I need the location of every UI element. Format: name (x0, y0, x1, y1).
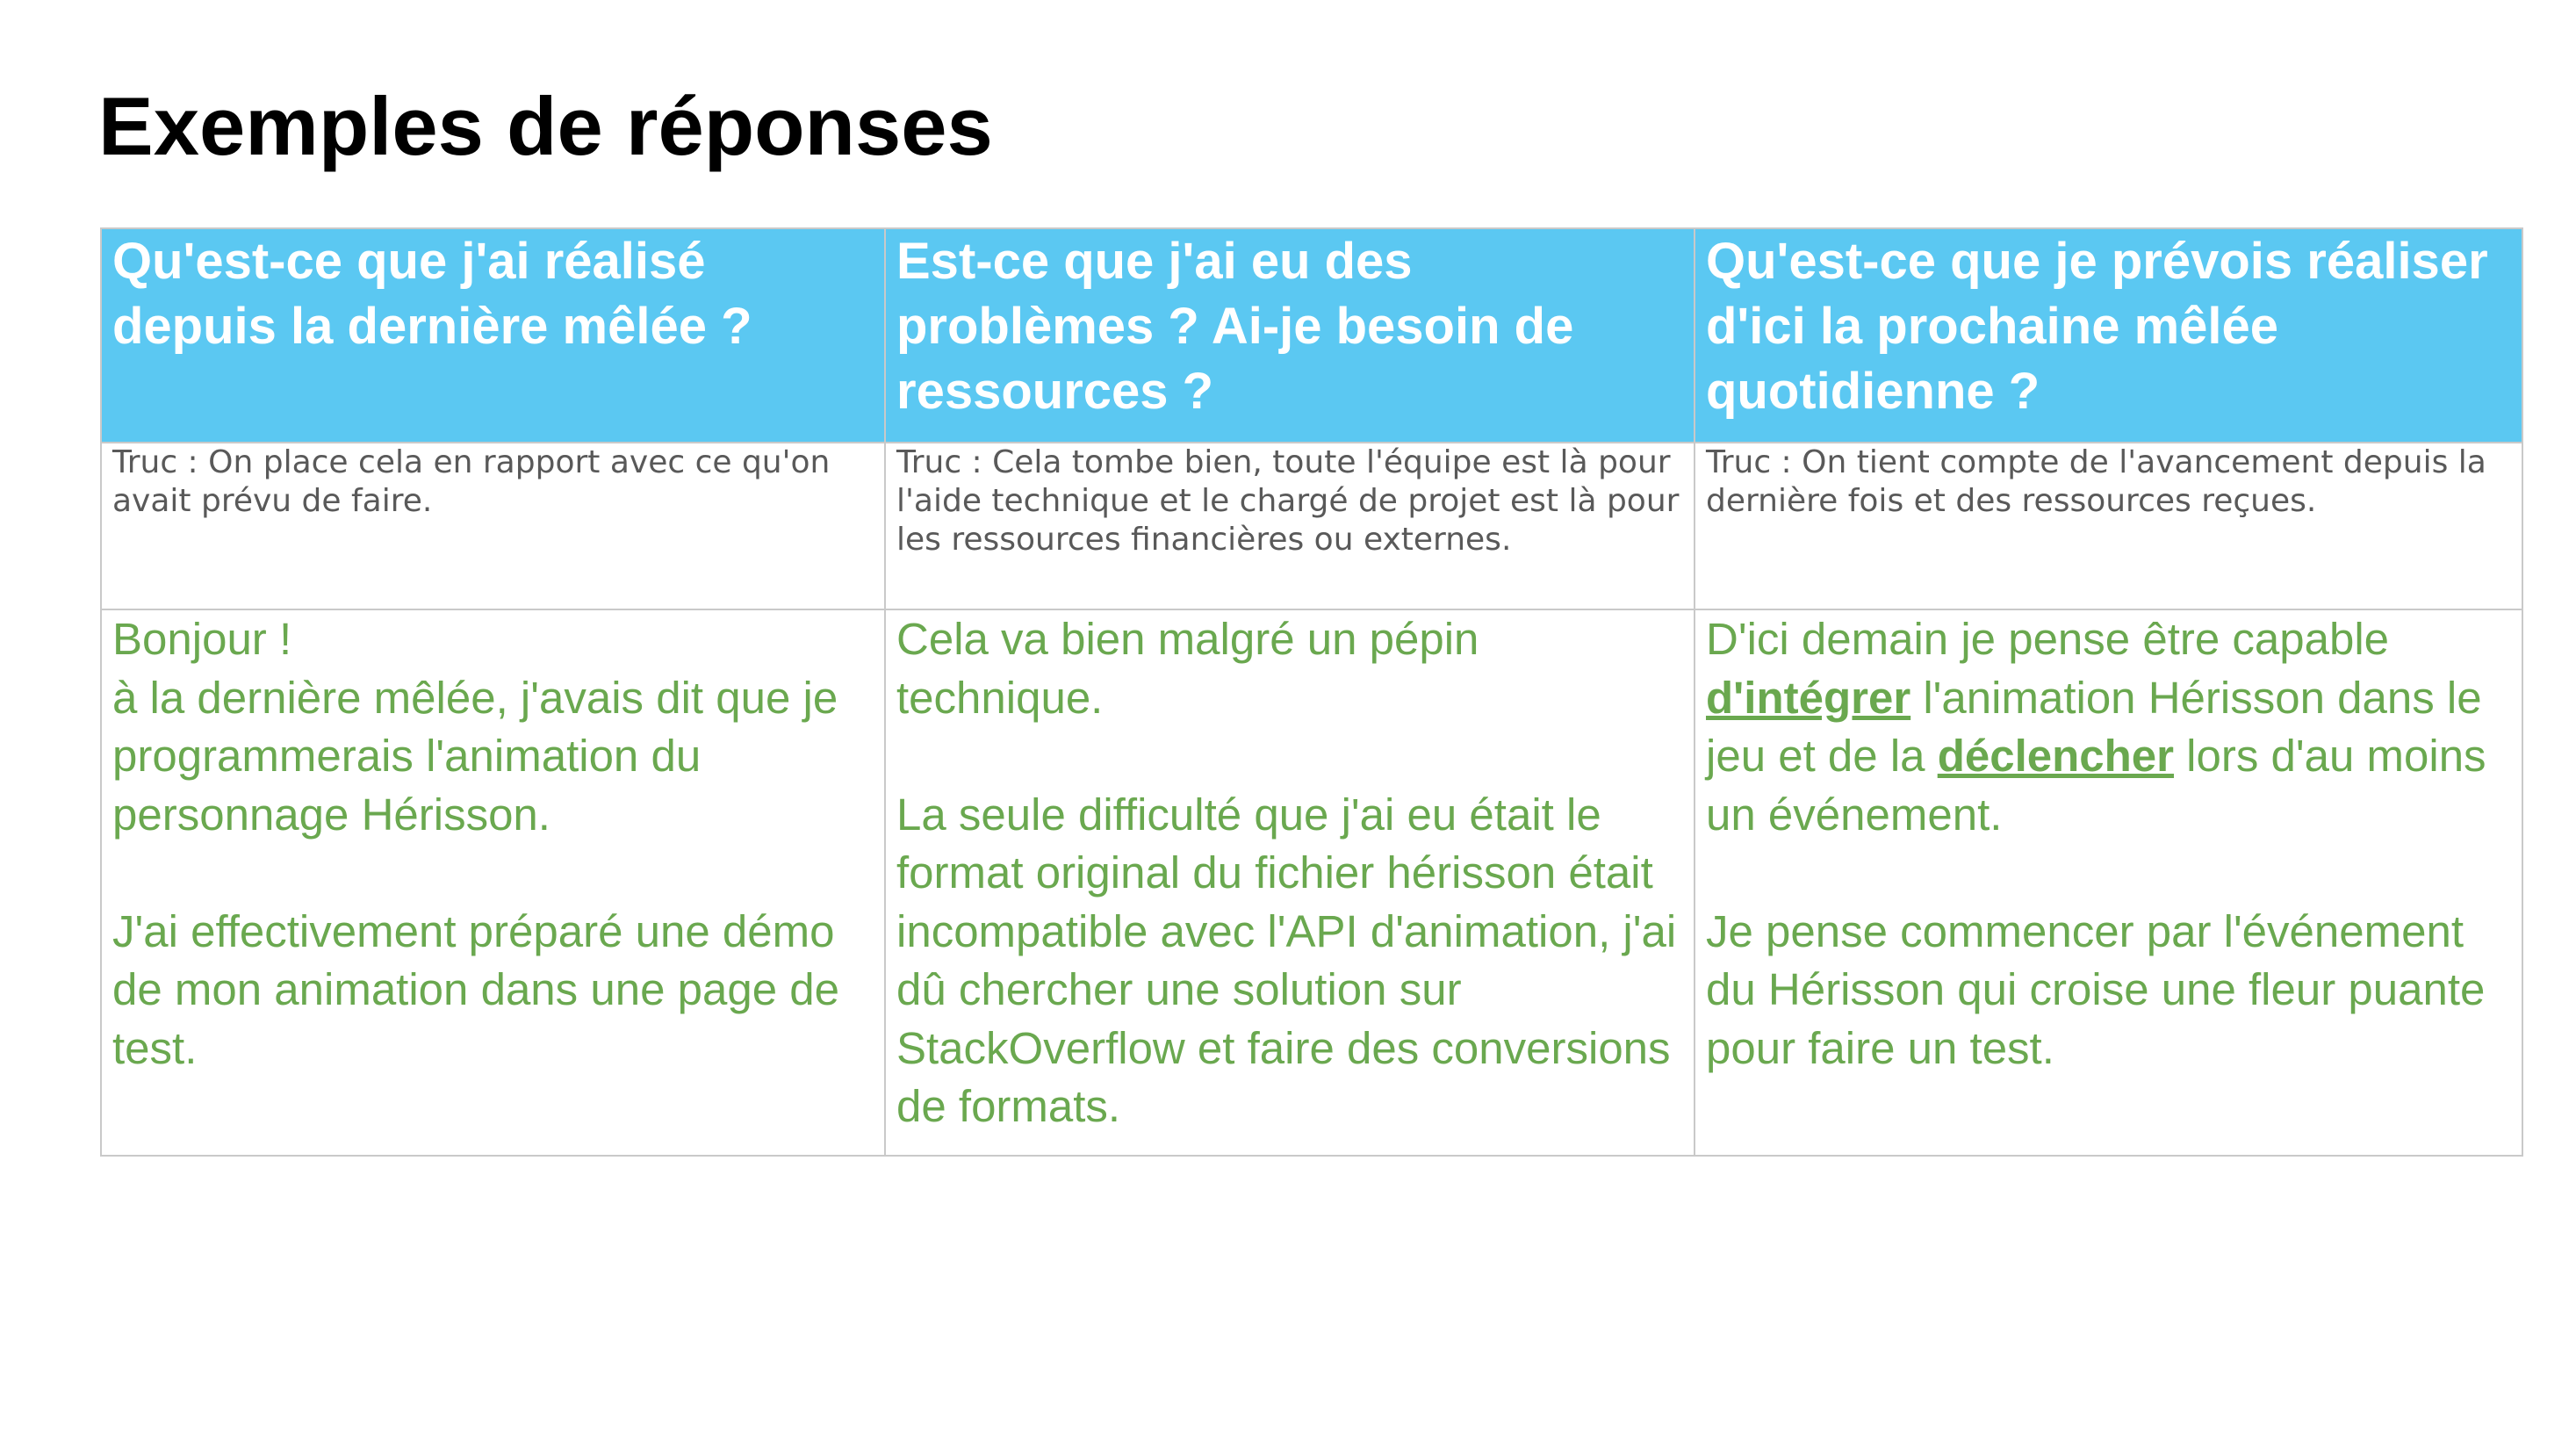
header-planned: Qu'est-ce que je prévois réaliser d'ici la prochaine mêlée quotidienne ? (1695, 228, 2522, 443)
answer-problems-detail: La seule difficulté que j'ai eu était le format original du fichier hérisson était incompatible avec l'API d'animation, j'ai dû chercher une solution sur StackOverflow et faire des conversions de formats. (896, 789, 1677, 1131)
paragraph-gap (112, 844, 874, 903)
answer-problems (885, 609, 1695, 1156)
answer-row (101, 609, 2522, 1156)
header-problems: Est-ce que j'ai eu des problèmes ? Ai-je besoin de ressources ? (885, 228, 1695, 443)
header-done: Qu'est-ce que j'ai réalisé depuis la dernière mêlée ? (101, 228, 885, 443)
header-row (101, 228, 2522, 443)
answer-planned-text-c: lors d'au moins un événement. (1706, 731, 2486, 840)
emphasis-trigger: déclencher (1937, 731, 2174, 781)
slide-title: Exemples de réponses (98, 80, 993, 172)
answer-done-greeting: Bonjour ! (112, 614, 292, 664)
tip-problems: Truc : Cela tombe bien, toute l'équipe est là pour l'aide technique et le chargé de projet est là pour les ressources financières ou externes. (885, 443, 1695, 609)
emphasis-integrate: d'intégrer (1706, 672, 1911, 723)
paragraph-gap (1706, 844, 2511, 903)
answer-problems-status: Cela va bien malgré un pépin technique. (896, 614, 1479, 723)
answer-done-result: J'ai effectivement préparé une démo de mon animation dans une page de test. (112, 905, 839, 1073)
answer-planned-text-a: D'ici demain je pense être capable (1706, 614, 2390, 664)
tip-done: Truc : On place cela en rapport avec ce qu'on avait prévu de faire. (101, 443, 885, 609)
answer-planned (1695, 609, 2522, 1156)
paragraph-gap (896, 727, 1683, 786)
answer-planned-text-b: l'animation Hérisson dans le jeu et de la (1706, 672, 2482, 781)
standup-examples-table (100, 227, 2523, 1157)
tip-row (101, 443, 2522, 609)
tip-planned: Truc : On tient compte de l'avancement depuis la dernière fois et des ressources reçues. (1695, 443, 2522, 609)
answer-planned-first-step: Je pense commencer par l'événement du Hérisson qui croise une fleur puante pour faire un test. (1706, 905, 2486, 1073)
answer-planned-goal (1706, 610, 2511, 844)
answer-done (101, 609, 885, 1156)
answer-done-recall: à la dernière mêlée, j'avais dit que je programmerais l'animation du personnage Hérisson. (112, 672, 838, 840)
